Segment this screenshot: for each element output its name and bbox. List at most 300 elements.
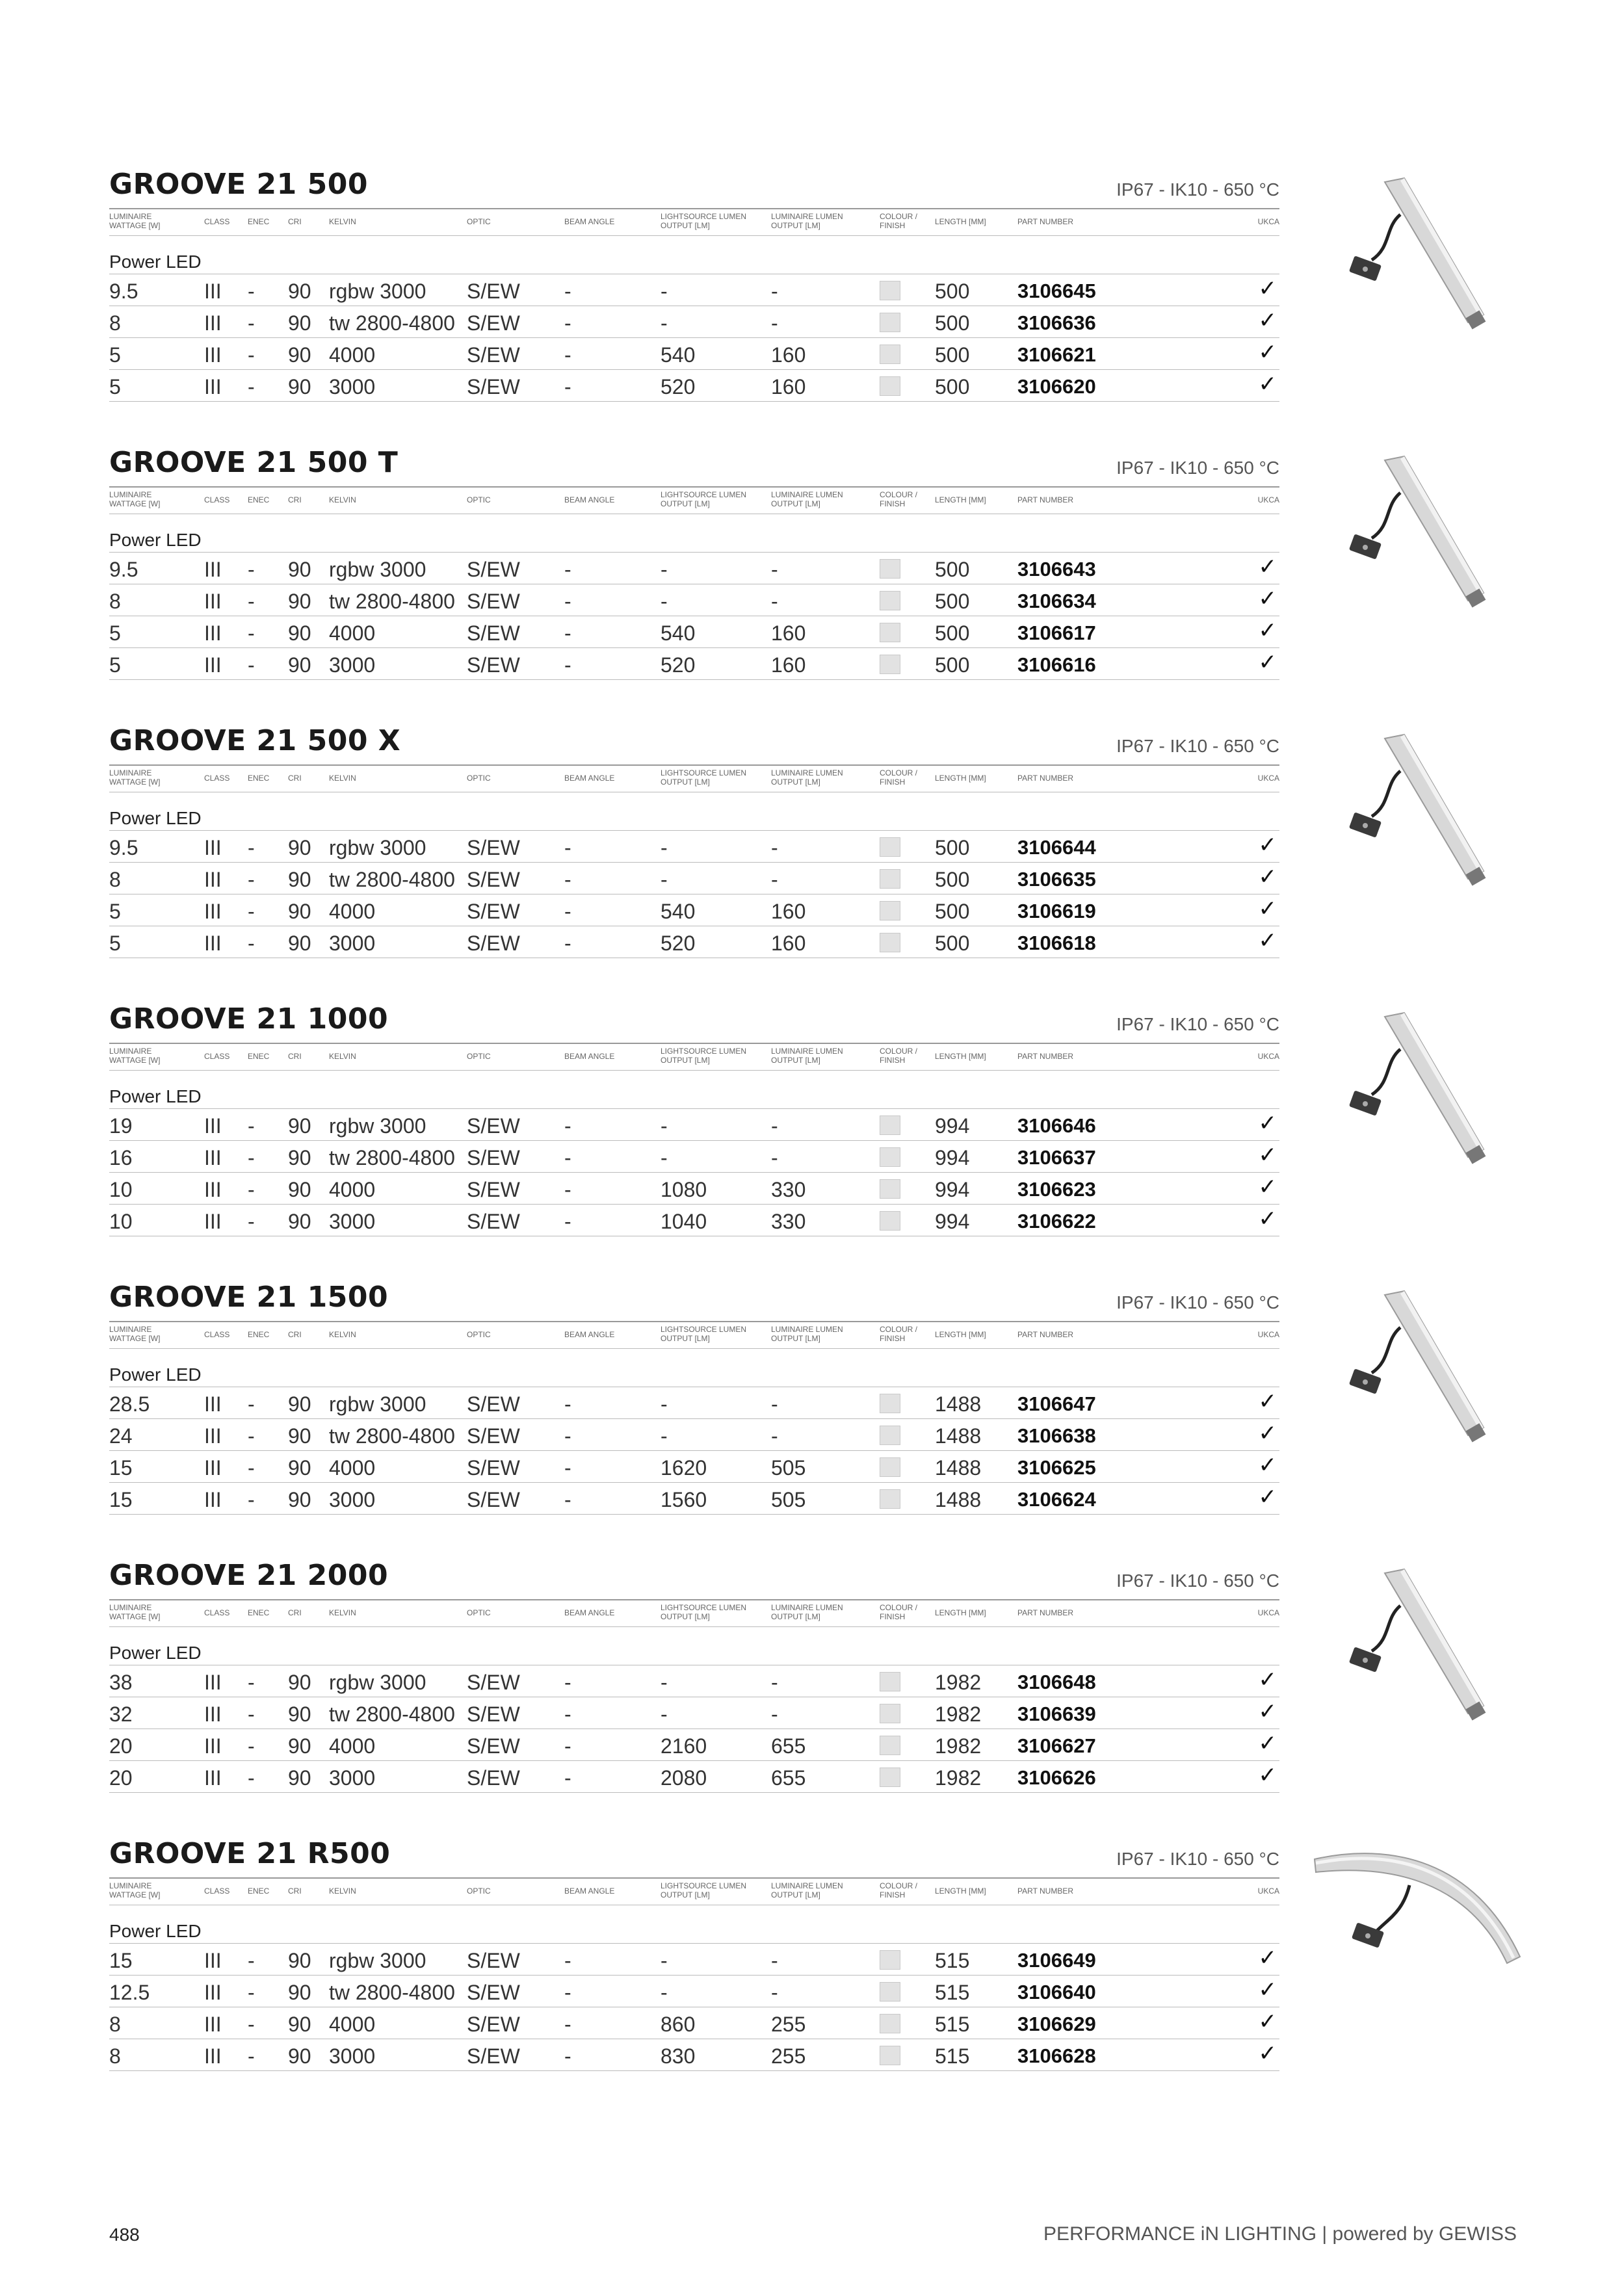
beam-angle-cell: - <box>564 343 571 367</box>
column-header-class: CLASS <box>204 1330 230 1339</box>
colour-finish-swatch <box>880 837 900 857</box>
lightsource-lumen-cell: - <box>661 1392 668 1416</box>
ukca-check-icon: ✓ <box>1258 308 1277 333</box>
lightsource-lumen-cell: 520 <box>661 375 696 398</box>
column-header-line: LUMINAIRE <box>109 1047 152 1056</box>
column-header-line: COLOUR / <box>880 1603 918 1612</box>
colour-finish-swatch <box>880 1768 900 1787</box>
ukca-check-icon: ✓ <box>1258 2009 1277 2034</box>
column-header-wattage <box>109 1603 160 1621</box>
product-image <box>1346 732 1489 901</box>
ukca-check-icon: ✓ <box>1258 372 1277 397</box>
ukca-check-icon: ✓ <box>1258 276 1277 301</box>
part-number-cell: 3106644 <box>1017 836 1096 859</box>
column-header-optic: OPTIC <box>467 774 491 783</box>
wattage-cell: 16 <box>109 1146 133 1169</box>
wattage-cell: 8 <box>109 868 121 891</box>
colour-finish-swatch <box>880 345 900 364</box>
column-header-part: PART NUMBER <box>1017 495 1074 504</box>
column-headers <box>109 1877 1279 1905</box>
column-header-line: COLOUR / <box>880 490 918 499</box>
category-row <box>109 236 1279 274</box>
column-headers <box>109 486 1279 514</box>
beam-angle-cell: - <box>564 1766 571 1790</box>
length-cell: 500 <box>935 343 970 367</box>
column-header-ukca: UKCA <box>1257 1330 1279 1339</box>
length-cell: 994 <box>935 1146 970 1169</box>
column-header-line: WATTAGE [W] <box>109 499 161 508</box>
column-header-lum_lumen <box>771 490 843 508</box>
column-headers <box>109 1321 1279 1349</box>
category-label: Power LED <box>109 808 202 828</box>
cri-cell: 90 <box>288 653 311 677</box>
class-cell: III <box>204 621 222 645</box>
column-header-line: LUMINAIRE LUMEN <box>771 1603 843 1612</box>
column-header-lum_lumen <box>771 1325 843 1343</box>
beam-angle-cell: - <box>564 653 571 677</box>
cri-cell: 90 <box>288 1488 311 1511</box>
optic-cell: S/EW <box>467 653 520 677</box>
kelvin-cell: 3000 <box>329 653 376 677</box>
length-cell: 994 <box>935 1210 970 1233</box>
column-header-colour <box>880 212 917 230</box>
lightsource-lumen-cell: 520 <box>661 932 696 955</box>
part-number-cell: 3106636 <box>1017 311 1096 334</box>
kelvin-cell: 3000 <box>329 2044 376 2068</box>
column-header-beam: BEAM ANGLE <box>564 1608 615 1617</box>
ukca-check-icon: ✓ <box>1258 1763 1277 1788</box>
column-header-class: CLASS <box>204 495 230 504</box>
column-header-ls_lumen <box>661 1603 746 1621</box>
ukca-check-icon: ✓ <box>1258 586 1277 611</box>
kelvin-cell: 4000 <box>329 1178 376 1201</box>
colour-finish-swatch <box>880 591 900 610</box>
column-header-line: LIGHTSOURCE LUMEN <box>661 1603 747 1612</box>
ukca-check-icon: ✓ <box>1258 1731 1277 1756</box>
column-header-length: LENGTH [MM] <box>935 1330 986 1339</box>
cri-cell: 90 <box>288 621 311 645</box>
cri-cell: 90 <box>288 1702 311 1726</box>
class-cell: III <box>204 375 222 398</box>
lightsource-lumen-cell: 2080 <box>661 1766 707 1790</box>
kelvin-cell: tw 2800-4800 <box>329 868 455 891</box>
column-header-part: PART NUMBER <box>1017 774 1074 783</box>
length-cell: 515 <box>935 2013 970 2036</box>
beam-angle-cell: - <box>564 1392 571 1416</box>
kelvin-cell: rgbw 3000 <box>329 836 426 859</box>
colour-finish-swatch <box>880 2014 900 2033</box>
protection-rating: IP67 - IK10 - 650 °C <box>1116 179 1279 200</box>
cri-cell: 90 <box>288 311 311 335</box>
column-header-colour <box>880 490 917 508</box>
beam-angle-cell: - <box>564 1949 571 1972</box>
length-cell: 994 <box>935 1178 970 1201</box>
optic-cell: S/EW <box>467 1424 520 1448</box>
column-header-line: COLOUR / <box>880 1325 918 1334</box>
column-header-line: LUMINAIRE LUMEN <box>771 1047 843 1056</box>
cri-cell: 90 <box>288 1210 311 1233</box>
cri-cell: 90 <box>288 868 311 891</box>
protection-rating: IP67 - IK10 - 650 °C <box>1116 1014 1279 1034</box>
class-cell: III <box>204 1114 222 1138</box>
kelvin-cell: 4000 <box>329 343 376 367</box>
part-number-cell: 3106638 <box>1017 1424 1096 1447</box>
optic-cell: S/EW <box>467 836 520 859</box>
kelvin-cell: 4000 <box>329 900 376 923</box>
cri-cell: 90 <box>288 1671 311 1694</box>
beam-angle-cell: - <box>564 1488 571 1511</box>
colour-finish-swatch <box>880 933 900 952</box>
column-header-ukca: UKCA <box>1257 1608 1279 1617</box>
optic-cell: S/EW <box>467 1456 520 1480</box>
colour-finish-swatch <box>880 559 900 579</box>
colour-finish-swatch <box>880 1672 900 1691</box>
beam-angle-cell: - <box>564 558 571 581</box>
column-header-line: WATTAGE [W] <box>109 1056 161 1065</box>
kelvin-cell: tw 2800-4800 <box>329 1146 455 1169</box>
product-image <box>1346 1288 1489 1457</box>
ukca-check-icon: ✓ <box>1258 618 1277 643</box>
luminaire-lumen-cell: - <box>771 836 778 859</box>
column-header-line: COLOUR / <box>880 768 918 777</box>
column-header-cri: CRI <box>288 1608 302 1617</box>
product-image <box>1346 176 1489 345</box>
table-row <box>109 648 1279 680</box>
table-row <box>109 2039 1279 2071</box>
optic-cell: S/EW <box>467 1210 520 1233</box>
class-cell: III <box>204 1424 222 1448</box>
table-row <box>109 1665 1279 1697</box>
ukca-check-icon: ✓ <box>1258 1143 1277 1168</box>
table-row <box>109 1173 1279 1205</box>
column-header-optic: OPTIC <box>467 217 491 226</box>
luminaire-lumen-cell: 160 <box>771 375 806 398</box>
enec-cell: - <box>248 900 255 923</box>
lightsource-lumen-cell: - <box>661 1114 668 1138</box>
class-cell: III <box>204 932 222 955</box>
category-row <box>109 1349 1279 1387</box>
part-number-cell: 3106623 <box>1017 1178 1096 1201</box>
kelvin-cell: 3000 <box>329 1488 376 1511</box>
beam-angle-cell: - <box>564 2013 571 2036</box>
column-header-wattage <box>109 1325 160 1343</box>
lightsource-lumen-cell: - <box>661 558 668 581</box>
enec-cell: - <box>248 1702 255 1726</box>
wattage-cell: 8 <box>109 311 121 335</box>
ukca-check-icon: ✓ <box>1258 1946 1277 1970</box>
column-header-ls_lumen <box>661 212 746 230</box>
column-header-optic: OPTIC <box>467 1608 491 1617</box>
product-title: GROOVE 21 500 X <box>109 724 401 757</box>
column-header-line: LUMINAIRE LUMEN <box>771 212 843 221</box>
class-cell: III <box>204 558 222 581</box>
kelvin-cell: 4000 <box>329 2013 376 2036</box>
column-header-line: LUMINAIRE <box>109 768 152 777</box>
column-header-line: LUMINAIRE LUMEN <box>771 1325 843 1334</box>
length-cell: 1982 <box>935 1671 982 1694</box>
enec-cell: - <box>248 280 255 303</box>
beam-angle-cell: - <box>564 1146 571 1169</box>
column-header-wattage <box>109 1047 160 1065</box>
column-header-line: COLOUR / <box>880 1881 918 1890</box>
cri-cell: 90 <box>288 1981 311 2004</box>
wattage-cell: 10 <box>109 1210 133 1233</box>
length-cell: 500 <box>935 932 970 955</box>
optic-cell: S/EW <box>467 2044 520 2068</box>
kelvin-cell: tw 2800-4800 <box>329 1981 455 2004</box>
part-number-cell: 3106616 <box>1017 653 1096 676</box>
table-row <box>109 926 1279 958</box>
ukca-check-icon: ✓ <box>1258 928 1277 953</box>
part-number-cell: 3106643 <box>1017 558 1096 581</box>
length-cell: 1488 <box>935 1456 982 1480</box>
luminaire-lumen-cell: 160 <box>771 932 806 955</box>
column-header-cri: CRI <box>288 495 302 504</box>
part-number-cell: 3106617 <box>1017 621 1096 644</box>
length-cell: 1488 <box>935 1392 982 1416</box>
table-row <box>109 1761 1279 1793</box>
part-number-cell: 3106649 <box>1017 1949 1096 1972</box>
wattage-cell: 19 <box>109 1114 133 1138</box>
colour-finish-swatch <box>880 623 900 642</box>
optic-cell: S/EW <box>467 932 520 955</box>
optic-cell: S/EW <box>467 900 520 923</box>
table-row <box>109 1451 1279 1483</box>
column-headers <box>109 764 1279 792</box>
column-header-part: PART NUMBER <box>1017 217 1074 226</box>
table-row <box>109 1141 1279 1173</box>
cri-cell: 90 <box>288 2013 311 2036</box>
length-cell: 1488 <box>935 1424 982 1448</box>
column-header-line: WATTAGE [W] <box>109 221 161 230</box>
length-cell: 500 <box>935 375 970 398</box>
wattage-cell: 9.5 <box>109 836 138 859</box>
luminaire-lumen-cell: - <box>771 1146 778 1169</box>
category-label: Power LED <box>109 530 202 550</box>
part-number-cell: 3106637 <box>1017 1146 1096 1169</box>
cri-cell: 90 <box>288 1146 311 1169</box>
wattage-cell: 28.5 <box>109 1392 150 1416</box>
luminaire-lumen-cell: - <box>771 311 778 335</box>
column-header-line: OUTPUT [LM] <box>661 499 710 508</box>
column-header-colour <box>880 1325 917 1343</box>
luminaire-lumen-cell: 160 <box>771 653 806 677</box>
optic-cell: S/EW <box>467 375 520 398</box>
cri-cell: 90 <box>288 1766 311 1790</box>
section-header <box>109 168 1279 208</box>
enec-cell: - <box>248 653 255 677</box>
optic-cell: S/EW <box>467 590 520 613</box>
enec-cell: - <box>248 1210 255 1233</box>
kelvin-cell: 4000 <box>329 1734 376 1758</box>
product-image <box>1312 1846 1526 2009</box>
lightsource-lumen-cell: 860 <box>661 2013 696 2036</box>
product-section <box>109 446 1279 680</box>
wattage-cell: 24 <box>109 1424 133 1448</box>
lightsource-lumen-cell: 2160 <box>661 1734 707 1758</box>
table-row <box>109 2007 1279 2039</box>
column-headers <box>109 208 1279 236</box>
enec-cell: - <box>248 311 255 335</box>
length-cell: 500 <box>935 621 970 645</box>
ukca-check-icon: ✓ <box>1258 1699 1277 1724</box>
luminaire-lumen-cell: 160 <box>771 621 806 645</box>
beam-angle-cell: - <box>564 280 571 303</box>
column-header-line: LIGHTSOURCE LUMEN <box>661 1325 747 1334</box>
section-header <box>109 1559 1279 1599</box>
protection-rating: IP67 - IK10 - 650 °C <box>1116 458 1279 478</box>
column-header-line: FINISH <box>880 777 906 787</box>
enec-cell: - <box>248 1392 255 1416</box>
class-cell: III <box>204 1702 222 1726</box>
ukca-check-icon: ✓ <box>1258 896 1277 921</box>
part-number-cell: 3106625 <box>1017 1456 1096 1479</box>
colour-finish-swatch <box>880 1950 900 1970</box>
optic-cell: S/EW <box>467 1671 520 1694</box>
wattage-cell: 15 <box>109 1949 133 1972</box>
column-header-class: CLASS <box>204 1052 230 1061</box>
table-row <box>109 1944 1279 1976</box>
colour-finish-swatch <box>880 1115 900 1135</box>
column-header-length: LENGTH [MM] <box>935 495 986 504</box>
luminaire-lumen-cell: - <box>771 868 778 891</box>
colour-finish-swatch <box>880 1489 900 1509</box>
column-header-line: OUTPUT [LM] <box>771 499 820 508</box>
kelvin-cell: rgbw 3000 <box>329 1114 426 1138</box>
class-cell: III <box>204 311 222 335</box>
wattage-cell: 8 <box>109 2013 121 2036</box>
column-header-enec: ENEC <box>248 1052 270 1061</box>
column-header-class: CLASS <box>204 1886 230 1896</box>
table-row <box>109 863 1279 894</box>
product-title: GROOVE 21 1000 <box>109 1002 389 1036</box>
column-header-optic: OPTIC <box>467 1330 491 1339</box>
optic-cell: S/EW <box>467 311 520 335</box>
enec-cell: - <box>248 2044 255 2068</box>
colour-finish-swatch <box>880 1211 900 1231</box>
wattage-cell: 5 <box>109 900 121 923</box>
luminaire-lumen-cell: 505 <box>771 1456 806 1480</box>
length-cell: 500 <box>935 311 970 335</box>
column-header-line: LIGHTSOURCE LUMEN <box>661 490 747 499</box>
column-header-line: LUMINAIRE <box>109 212 152 221</box>
column-header-line: OUTPUT [LM] <box>661 1334 710 1343</box>
column-header-ukca: UKCA <box>1257 217 1279 226</box>
section-header <box>109 446 1279 486</box>
wattage-cell: 5 <box>109 375 121 398</box>
column-header-ls_lumen <box>661 490 746 508</box>
column-header-lum_lumen <box>771 768 843 787</box>
colour-finish-swatch <box>880 1736 900 1755</box>
column-header-line: LUMINAIRE <box>109 1603 152 1612</box>
enec-cell: - <box>248 1488 255 1511</box>
column-header-lum_lumen <box>771 1603 843 1621</box>
luminaire-lumen-cell: 160 <box>771 900 806 923</box>
column-headers <box>109 1599 1279 1627</box>
column-header-ls_lumen <box>661 1881 746 1899</box>
class-cell: III <box>204 868 222 891</box>
column-header-class: CLASS <box>204 217 230 226</box>
column-header-kelvin: KELVIN <box>329 495 356 504</box>
optic-cell: S/EW <box>467 1981 520 2004</box>
luminaire-lumen-cell: - <box>771 1949 778 1972</box>
ukca-check-icon: ✓ <box>1258 650 1277 675</box>
lightsource-lumen-cell: 540 <box>661 621 696 645</box>
column-header-line: WATTAGE [W] <box>109 1890 161 1899</box>
optic-cell: S/EW <box>467 1488 520 1511</box>
table-row <box>109 616 1279 648</box>
column-header-line: WATTAGE [W] <box>109 1612 161 1621</box>
wattage-cell: 8 <box>109 2044 121 2068</box>
column-headers <box>109 1043 1279 1071</box>
ukca-check-icon: ✓ <box>1258 340 1277 365</box>
category-label: Power LED <box>109 1921 202 1941</box>
lightsource-lumen-cell: 540 <box>661 900 696 923</box>
lightsource-lumen-cell: 830 <box>661 2044 696 2068</box>
class-cell: III <box>204 590 222 613</box>
wattage-cell: 32 <box>109 1702 133 1726</box>
lightsource-lumen-cell: - <box>661 1671 668 1694</box>
table-row <box>109 1729 1279 1761</box>
beam-angle-cell: - <box>564 590 571 613</box>
column-header-cri: CRI <box>288 774 302 783</box>
column-header-line: OUTPUT [LM] <box>771 1612 820 1621</box>
cri-cell: 90 <box>288 836 311 859</box>
column-header-beam: BEAM ANGLE <box>564 774 615 783</box>
column-header-line: OUTPUT [LM] <box>771 1890 820 1899</box>
luminaire-lumen-cell: 655 <box>771 1734 806 1758</box>
class-cell: III <box>204 343 222 367</box>
column-header-part: PART NUMBER <box>1017 1886 1074 1896</box>
category-label: Power LED <box>109 1643 202 1663</box>
column-header-part: PART NUMBER <box>1017 1608 1074 1617</box>
lightsource-lumen-cell: - <box>661 280 668 303</box>
beam-angle-cell: - <box>564 1114 571 1138</box>
column-header-line: OUTPUT [LM] <box>771 221 820 230</box>
column-header-line: FINISH <box>880 1612 906 1621</box>
luminaire-lumen-cell: - <box>771 590 778 613</box>
product-image <box>1346 1010 1489 1179</box>
column-header-cri: CRI <box>288 1886 302 1896</box>
column-header-line: OUTPUT [LM] <box>771 1056 820 1065</box>
luminaire-lumen-cell: - <box>771 1424 778 1448</box>
column-header-beam: BEAM ANGLE <box>564 217 615 226</box>
product-section <box>109 168 1279 402</box>
column-header-enec: ENEC <box>248 1330 270 1339</box>
colour-finish-swatch <box>880 901 900 920</box>
beam-angle-cell: - <box>564 621 571 645</box>
column-header-length: LENGTH [MM] <box>935 1886 986 1896</box>
class-cell: III <box>204 836 222 859</box>
column-header-ukca: UKCA <box>1257 495 1279 504</box>
column-header-lum_lumen <box>771 1047 843 1065</box>
part-number-cell: 3106634 <box>1017 590 1096 612</box>
kelvin-cell: 3000 <box>329 375 376 398</box>
optic-cell: S/EW <box>467 1146 520 1169</box>
wattage-cell: 12.5 <box>109 1981 150 2004</box>
product-section <box>109 724 1279 958</box>
column-header-line: FINISH <box>880 499 906 508</box>
lightsource-lumen-cell: - <box>661 1146 668 1169</box>
table-row <box>109 1976 1279 2007</box>
luminaire-lumen-cell: - <box>771 1702 778 1726</box>
column-header-line: OUTPUT [LM] <box>661 777 710 787</box>
part-number-cell: 3106627 <box>1017 1734 1096 1757</box>
luminaire-lumen-cell: 505 <box>771 1488 806 1511</box>
wattage-cell: 15 <box>109 1488 133 1511</box>
length-cell: 515 <box>935 1949 970 1972</box>
luminaire-lumen-cell: 330 <box>771 1178 806 1201</box>
